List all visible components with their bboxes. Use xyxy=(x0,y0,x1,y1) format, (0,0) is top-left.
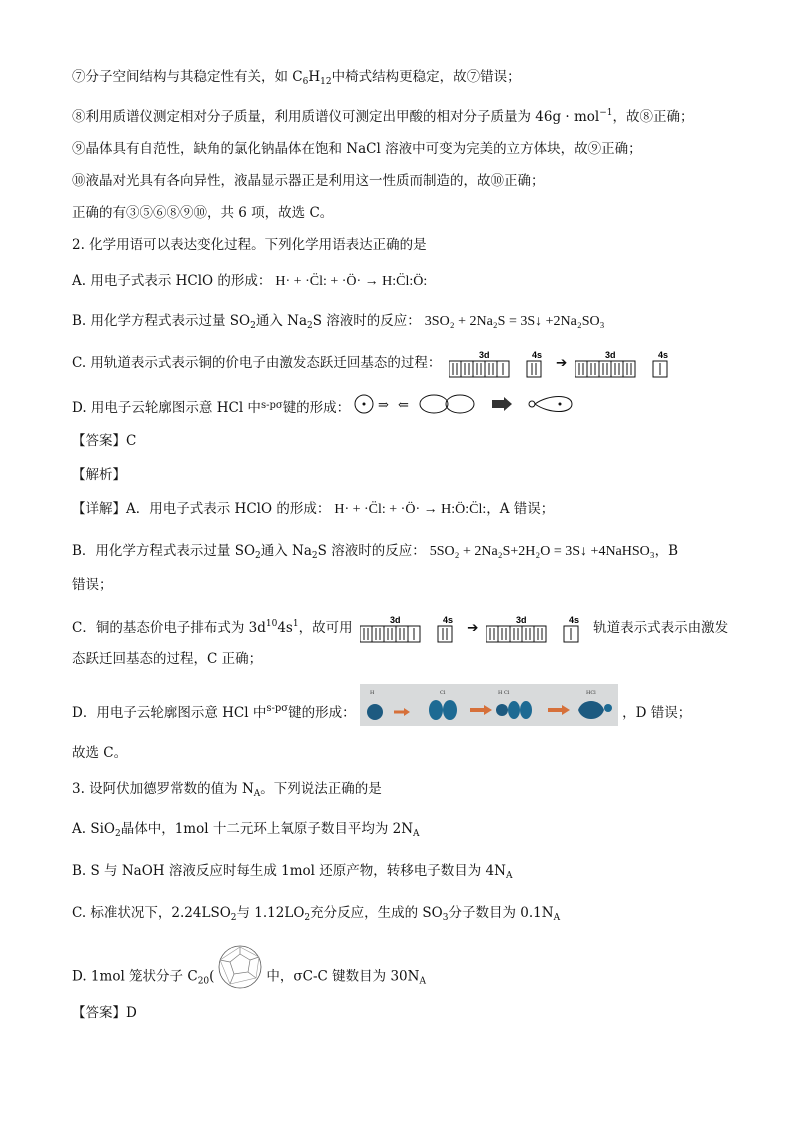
sub: 2 xyxy=(250,321,256,331)
sub: 12 xyxy=(320,77,332,87)
sup: 1 xyxy=(292,619,299,629)
answer-label: 【答案】 xyxy=(72,1005,126,1021)
text: ，A 错误； xyxy=(486,501,555,517)
orbital-label-4s: 4s xyxy=(531,349,542,360)
text: A．用电子式表示 HClO 的形成： xyxy=(126,501,331,517)
formula: 3SO₂ + 2Na₂S = 3S↓ +2Na₂SO₃ xyxy=(424,314,605,329)
text: 键的形成： xyxy=(288,705,356,721)
sub: 2 xyxy=(230,913,237,923)
text: 。下列说法正确的是 xyxy=(260,781,382,797)
arrow-icon: ➔ xyxy=(467,620,479,636)
answer-value: C xyxy=(126,433,137,449)
text: ，D 错误； xyxy=(622,705,692,721)
sub: A xyxy=(419,976,426,987)
text: 轨道表示式表示由激发 xyxy=(593,620,729,636)
text: B. 用化学方程式表示过量 SO xyxy=(72,313,251,329)
explanation-b xyxy=(72,542,678,565)
text: C. 用轨道表示式表示铜的价电子由激发态跃迁回基态的过程： xyxy=(72,355,442,371)
sub: 2 xyxy=(311,551,318,561)
answer-value: D xyxy=(126,1005,137,1021)
sub: 20 xyxy=(197,976,210,987)
text: 3. 设阿伏加德罗常数的值为 N xyxy=(72,781,254,797)
summary: 正确的有③⑤⑥⑧⑨⑩，共 6 项，故选 C。 xyxy=(72,205,334,221)
orbital-label-4s: 4s xyxy=(657,349,668,360)
sub: 2 xyxy=(255,551,261,561)
text: H xyxy=(308,69,321,85)
orbital-label-3d: 3d xyxy=(389,614,401,625)
orbital-diagram-ground xyxy=(575,349,675,379)
text: 分子数目为 0.1N xyxy=(448,905,554,921)
text: B．用化学方程式表示过量 SO xyxy=(72,543,256,559)
text: 中椅式结构更稳定，故⑦错误； xyxy=(331,69,521,85)
q3-option-a xyxy=(72,820,420,843)
sub: A xyxy=(553,913,561,923)
electron-cloud-diagram-wrong xyxy=(354,392,584,425)
explanation-c xyxy=(72,608,728,640)
text: S 溶液时的反应： xyxy=(317,543,426,559)
text: 中，σC-C 键数目为 30N xyxy=(266,968,420,985)
arrow-icon: ➔ xyxy=(556,355,568,371)
sub: 2 xyxy=(304,913,311,923)
text: ，B xyxy=(654,543,679,559)
sub: A xyxy=(413,829,420,839)
text: 通入 Na xyxy=(260,543,312,559)
question-3 xyxy=(72,780,382,803)
q3-option-d: D. 1mol 笼状分子 $C_{20}$( 中，σC-C 键数目为 $30N_A$ xyxy=(72,944,426,992)
question-2: 2. 化学用语可以表达变化过程。下列化学用语表达正确的是 xyxy=(72,237,427,253)
text: C. 标准状况下，2.24LSO xyxy=(72,905,231,921)
text: ，故⑧正确； xyxy=(612,109,694,125)
orbital-label-3d: 3d xyxy=(478,349,490,360)
text: 充分反应，生成的 SO xyxy=(310,905,443,921)
text: 通入 Na xyxy=(255,313,308,329)
text: C．铜的基态价电子排布式为 3d xyxy=(72,620,266,636)
electron-cloud-photo xyxy=(360,684,618,743)
para-9: ⑨晶体具有自范性，缺角的氯化钠晶体在饱和 NaCl 溶液中可变为完美的立方体块，故⑨正确； xyxy=(72,141,642,157)
photo-label: Cl xyxy=(439,690,446,696)
sub: 2 xyxy=(114,829,121,839)
detail-label: 【详解】 xyxy=(72,501,126,517)
explanation-a xyxy=(72,500,554,519)
photo-label: HCl xyxy=(585,690,596,696)
svg-text:⇒: ⇒ xyxy=(378,398,390,413)
sub: 2 xyxy=(307,321,313,331)
text: 4s xyxy=(277,620,293,636)
orbital-label-4s: 4s xyxy=(568,614,579,625)
selection: 故选 C。 xyxy=(72,745,128,761)
orbital-diagram-excited xyxy=(449,349,549,379)
sub: A xyxy=(505,871,513,881)
sup: 10 xyxy=(265,619,278,629)
q3-option-b xyxy=(72,862,512,885)
c20-cage-molecule-icon xyxy=(214,944,266,1010)
q3-option-c xyxy=(72,904,560,927)
text: ，故可用 xyxy=(298,620,353,636)
para-7 xyxy=(72,68,521,91)
orbital-label-3d: 3d xyxy=(515,614,527,625)
text: ⑧利用质谱仪测定相对分子质量，利用质谱仪可测定出甲酸的相对分子质量为 46g · mol xyxy=(72,109,600,125)
explanation-b-cont: 错误； xyxy=(72,577,113,593)
formula: H· + ·C̈l: + ·Ö· → H:C̈l:Ö: xyxy=(275,274,428,289)
orbital-label-4s: 4s xyxy=(442,614,453,625)
para-10: ⑩液晶对光具有各向异性，液晶显示器正是利用这一性质而制造的，故⑩正确； xyxy=(72,173,545,189)
para-8 xyxy=(72,104,694,126)
text: 晶体中，1mol 十二元环上氧原子数目平均为 2N xyxy=(120,821,414,837)
text: D．用电子云轮廓图示意 HCl 中 xyxy=(72,705,267,721)
orbital-diagram-excited xyxy=(360,614,460,644)
photo-label: H xyxy=(369,690,375,696)
formula: H· + ·C̈l: + ·Ö· → H:Ö:C̈l: xyxy=(334,502,487,517)
text: D. 用电子云轮廓图示意 HCl 中 xyxy=(72,400,261,416)
sup: −1 xyxy=(599,108,613,118)
text: A. 用电子式表示 HClO 的形成： xyxy=(72,273,272,289)
text: s-pσ xyxy=(260,400,283,411)
q2-option-b xyxy=(72,312,605,335)
sub: A xyxy=(253,789,261,799)
svg-text:⇐: ⇐ xyxy=(398,398,410,413)
text: A. SiO xyxy=(72,821,115,837)
sub: 3 xyxy=(442,913,449,923)
text: 键的形成： xyxy=(282,400,351,416)
q2-option-c xyxy=(72,346,678,380)
formula: 5SO₂ + 2Na₂S+2H₂O = 3S↓ +4NaHSO₃ xyxy=(429,544,655,559)
text: B. S 与 NaOH 溶液反应时每生成 1mol 还原产物，转移电子数目为 4N xyxy=(72,863,506,879)
text: ⑦分子空间结构与其稳定性有关，如 C xyxy=(72,69,303,85)
q2-option-a xyxy=(72,272,427,291)
answer-3 xyxy=(72,1004,137,1022)
text: S 溶液时的反应： xyxy=(312,313,421,329)
explanation-c-cont: 态跃迁回基态的过程，C 正确； xyxy=(72,651,263,667)
answer-2 xyxy=(72,432,136,450)
answer-label: 【答案】 xyxy=(72,433,126,449)
text: s-pσ xyxy=(266,703,289,714)
analysis-label: 【解析】 xyxy=(72,467,126,483)
orbital-label-3d: 3d xyxy=(604,349,616,360)
text: 与 1.12LO xyxy=(236,905,305,921)
sub: 6 xyxy=(302,77,309,87)
orbital-diagram-ground xyxy=(486,614,586,644)
text: D. 1mol 笼状分子 C xyxy=(72,968,198,985)
photo-label: H Cl xyxy=(497,690,510,696)
q2-option-d xyxy=(72,392,584,418)
explanation-d xyxy=(72,684,691,726)
